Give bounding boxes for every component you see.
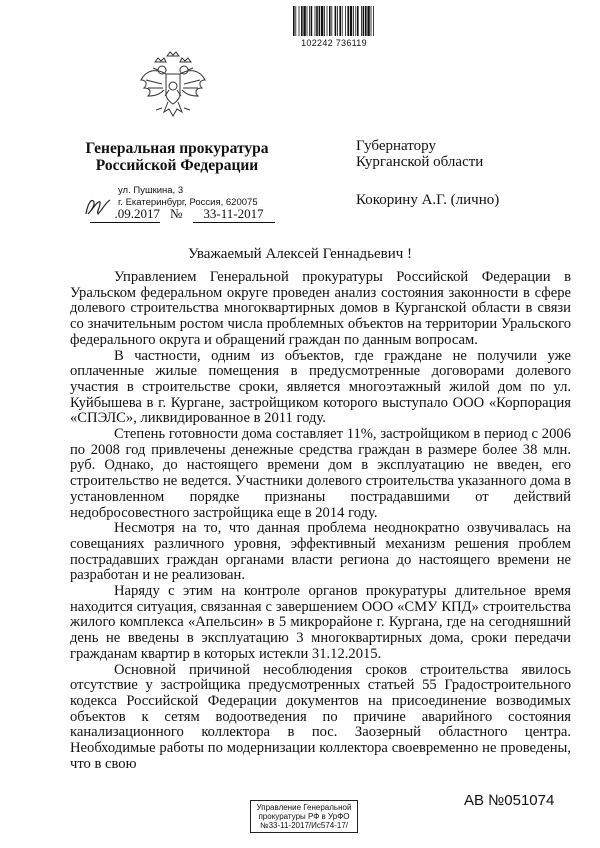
sender-organization [82, 140, 272, 174]
recipient-line3: Кокорину А.Г. (лично) [356, 192, 500, 208]
outgoing-date: .09.2017 [90, 206, 160, 223]
letter-body [70, 270, 571, 773]
salutation: Уважаемый Алексей Геннадьевич ! [187, 246, 413, 262]
paragraph: Управлением Генеральной прокуратуры Российской Федерации в Уральском федеральном округе проведен анализ состояния законности в сфере долевого строительства многоквартирных домов в Курганской области в связи со значительным ростом числа проблемных объектов на территории Уральского федерального округа и обращений граждан по данным вопросам. [70, 269, 571, 348]
coat-of-arms-icon [138, 50, 208, 122]
form-serial-number: АВ №051074 [464, 792, 555, 809]
number-label: № [170, 206, 183, 221]
address-line2: г. Екатеринбург, Россия, 620075 [118, 197, 258, 208]
registration-stamp [250, 800, 358, 833]
paragraph: Наряду с этим на контроле органов прокуратуры длительное время находится ситуация, связанная с завершением ООО «СМУ КПД» строительства жилого комплекса «Апельсин» в 5 микрорайоне г. Кургана, где на сегодняшний день не введены в эксплуатацию 3 многоквартирных дома, сроки передачи гражданам квартир в которых истекли 31.12.2015. [70, 583, 571, 662]
paragraph: В частности, одним из объектов, где граждане не получили уже оплаченные жилые помещения в предусмотренные договорами долевого участия в строительстве сроки, является многоэтажный жилой дом по ул. Куйбышева в г. Кургане, застройщиком которого выступало ООО «Корпорация «СПЭЛС», ликвидированное в 2011 году. [70, 347, 571, 427]
stamp-line1: Управление Генеральной [256, 803, 352, 812]
recipient-line1: Губернатору [356, 138, 436, 154]
org-line1: Генеральная прокуратура [85, 140, 269, 157]
paragraph: Степень готовности дома составляет 11%, застройщиком в период с 2006 по 2008 год привлечены денежные средства граждан в размере более 38 млн. руб. Однако, до настоящего времени дом в эксплуатацию не введен, его строительство не ведется. Участники долевого строительства указанного дома в установленном порядке признаны пострадавшими от действий недобросовестного застройщика еще в 2014 году. [70, 426, 571, 521]
outgoing-number: 33-11-2017 [193, 206, 275, 223]
recipient-line2: Курганской области [356, 154, 484, 170]
outgoing-date-number [90, 206, 280, 223]
recipient-block [356, 138, 499, 208]
stamp-line3: №33-11-2017/Ис574-17/ [259, 821, 348, 830]
address-line1: ул. Пушкина, 3 [118, 185, 184, 196]
barcode [292, 6, 376, 36]
barcode-number: 102242 736119 [301, 38, 367, 48]
org-line2: Российской Федерации [95, 157, 259, 174]
paragraph: Несмотря на то, что данная проблема неоднократно озвучивалась на совещаниях различного уровня, эффективный механизм решения проблем пострадавших граждан органами власти региона до настоящего времени не разработан и не реализован. [70, 520, 571, 584]
stamp-line2: прокуратуры РФ в УрФО [258, 812, 350, 821]
paragraph: Основной причиной несоблюдения сроков строительства явилось отсутствие у застройщика предусмотренных статьей 55 Градостроительного кодекса Российской Федерации документов на присоединение возводимых объектов к сетям водоотведения по причине аварийного состояния канализационного коллектора в пос. Заозерный областного центра. Необходимые работы по модернизации коллектора своевременно не проведены, что в свою [70, 661, 571, 772]
